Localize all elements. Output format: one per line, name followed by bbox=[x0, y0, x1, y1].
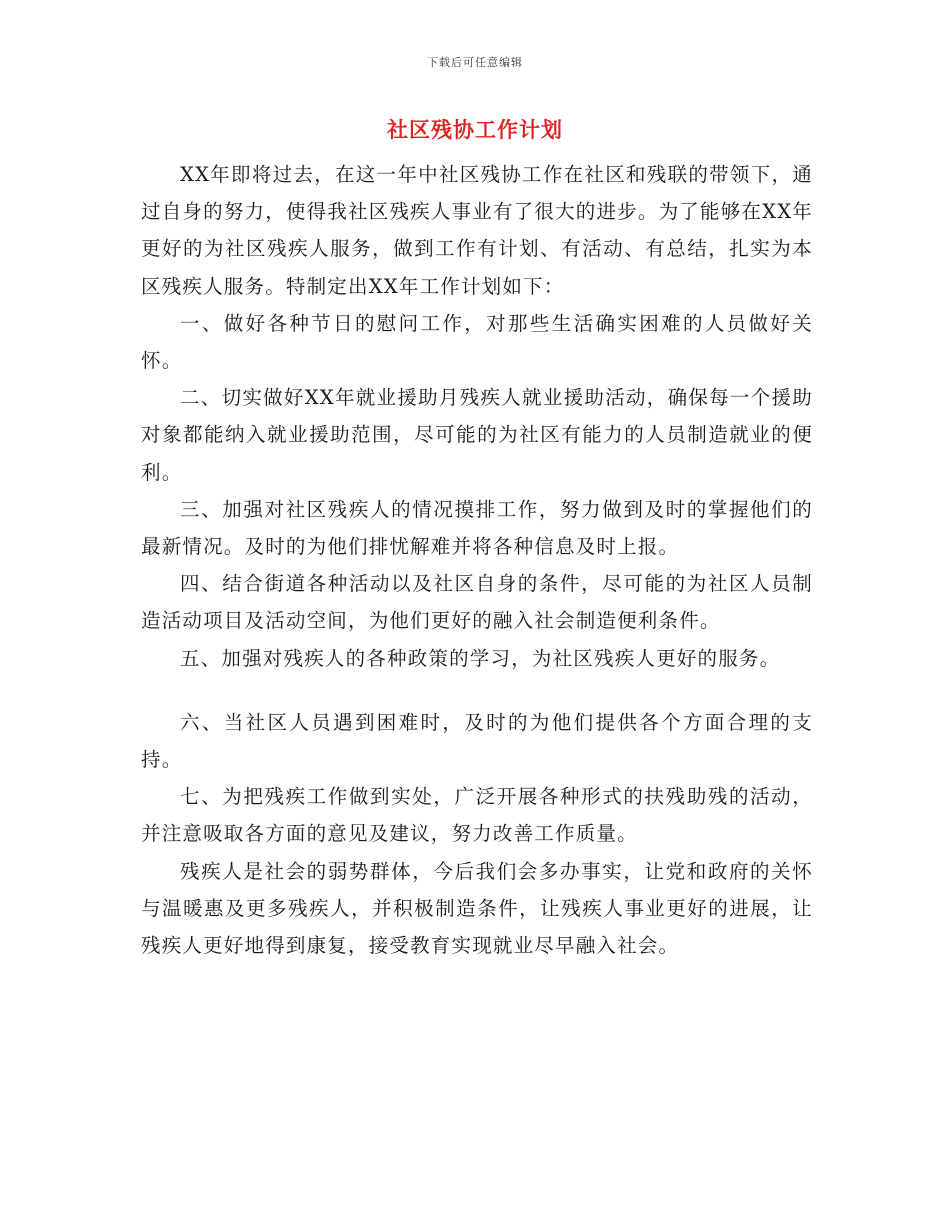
paragraph-item-4: 四、结合街道各种活动以及社区自身的条件，尽可能的为社区人员制造活动项目及活动空间，为他们更好的融入社会制造便利条件。 bbox=[141, 572, 813, 633]
document-title: 社区残协工作计划 bbox=[387, 117, 563, 142]
paragraph-item-6: 六、当社区人员遇到困难时，及时的为他们提供各个方面合理的支持。 bbox=[141, 710, 813, 772]
paragraph-item-5: 五、加强对残疾人的各种政策的学习，为社区残疾人更好的服务。 bbox=[180, 646, 781, 670]
paragraph-item-7: 七、为把残疾工作做到实处，广泛开展各种形式的扶残助残的活动，并注意吸取各方面的意见及建议，努力改善工作质量。 bbox=[141, 785, 813, 846]
document-body bbox=[141, 156, 813, 964]
paragraph-intro: XX年即将过去，在这一年中社区残协工作在社区和残联的带领下，通过自身的努力，使得我社区残疾人事业有了很大的进步。为了能够在XX年更好的为社区残疾人服务，做到工作有计划、有活动、有总结，扎实为本区残疾人服务。特制定出XX年工作计划如下： bbox=[141, 163, 813, 298]
header-note: 下载后可任意编辑 bbox=[427, 56, 523, 69]
paragraph-item-1: 一、做好各种节日的慰问工作，对那些生活确实困难的人员做好关怀。 bbox=[141, 311, 813, 373]
paragraph-spacer bbox=[141, 677, 813, 704]
paragraph-item-2: 二、切实做好XX年就业援助月残疾人就业援助活动，确保每一个援助对象都能纳入就业援助范围，尽可能的为社区有能力的人员制造就业的便利。 bbox=[141, 386, 813, 484]
paragraph-item-3: 三、加强对社区残疾人的情况摸排工作，努力做到及时的掌握他们的最新情况。及时的为他们排忧解难并将各种信息及时上报。 bbox=[141, 497, 813, 559]
paragraph-conclusion: 残疾人是社会的弱势群体，今后我们会多办事实，让党和政府的关怀与温暖惠及更多残疾人，并积极制造条件，让残疾人事业更好的进展，让残疾人更好地得到康复，接受教育实现就业尽早融入社会。 bbox=[141, 859, 813, 958]
